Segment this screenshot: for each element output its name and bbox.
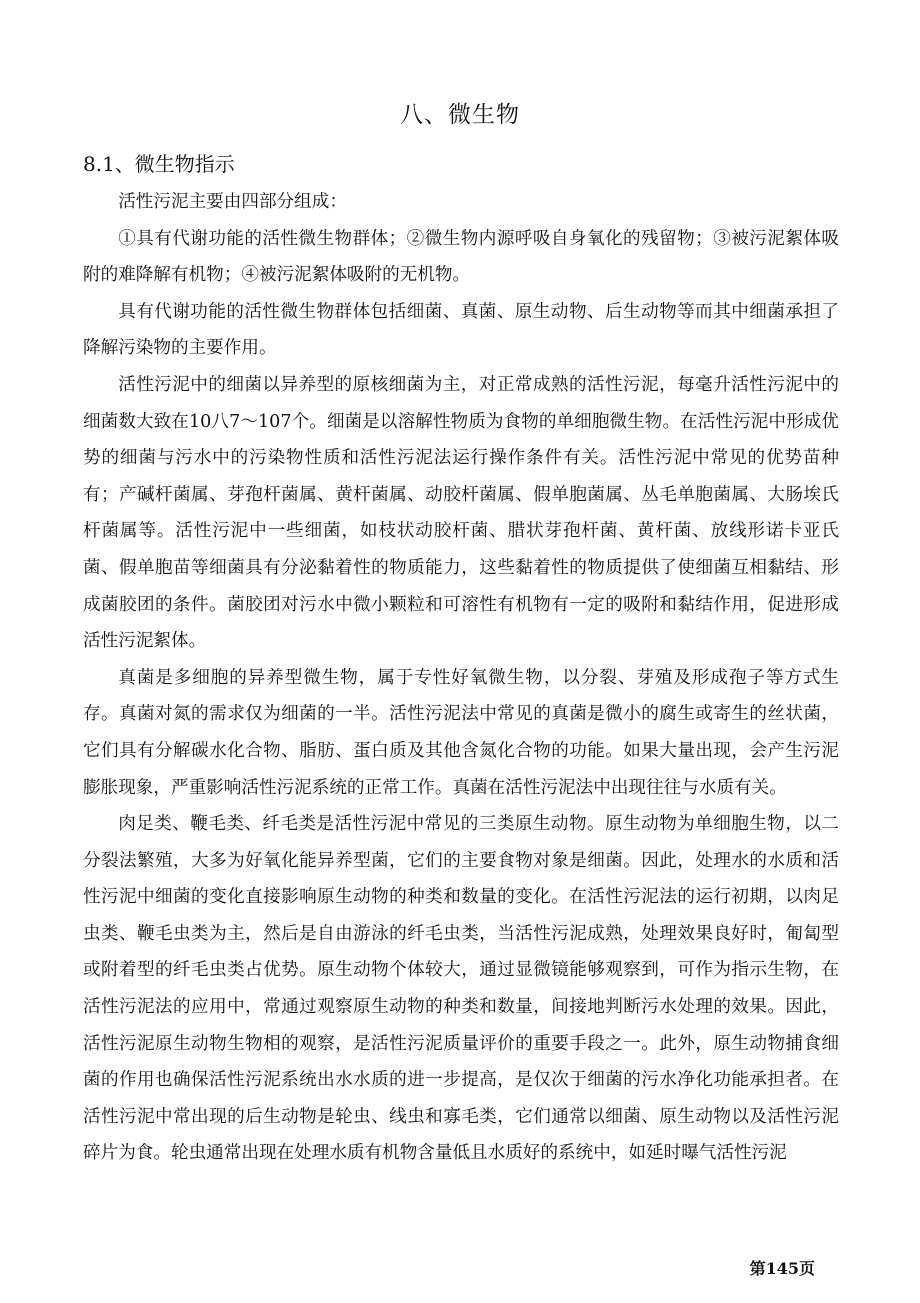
section-heading: 8.1、微生物指示 (83, 152, 235, 176)
page-number: 第145页 (749, 1259, 815, 1278)
body-text (83, 184, 839, 1172)
paragraph-fungi: 真菌是多细胞的异养型微生物，属于专性好氧微生物，以分裂、芽殖及形成孢子等方式生存。真菌对氮的需求仅为细菌的一半。活性污泥法中常见的真菌是微小的腐生或寄生的丝状菌，它们具有分解碳水化合物、脂肪、蛋白质及其他含氮化合物的功能。如果大量出现，会产生污泥膨胀现象，严重影响活性污泥系统的正常工作。真菌在活性污泥法中出现往往与水质有关。 (83, 667, 839, 798)
chapter-title: 八、微生物 (400, 102, 520, 128)
paragraph-bacteria: 活性污泥中的细菌以异养型的原核细菌为主，对正常成熟的活性污泥，每毫升活性污泥中的细菌数大致在10八7～107个。细菌是以溶解性物质为食物的单细胞微生物。在活性污泥中形成优势的细菌与污水中的污染物性质和活性污泥法运行操作条件有关。活性污泥中常见的优势苗种有；产碱杆菌属、芽孢杆菌属、黄杆菌属、动胶杆菌属、假单胞菌属、丛毛单胞菌属、大肠埃氏杆菌属等。活性污泥中一些细菌，如枝状动胶杆菌、腊状芽孢杆菌、黄杆菌、放线形诺卡亚氏菌、假单胞苗等细菌具有分泌黏着性的物质能力，这些黏着性的物质提供了使细菌互相黏结、形成菌胶团的条件。菌胶团对污水中微小颗粒和可溶性有机物有一定的吸附和黏结作用，促进形成活性污泥絮体。 (83, 374, 839, 652)
paragraph-microbial-groups: 具有代谢功能的活性微生物群体包括细菌、真菌、原生动物、后生动物等而其中细菌承担了降解污染物的主要作用。 (83, 301, 839, 359)
paragraph-protozoa: 肉足类、鞭毛类、纤毛类是活性污泥中常见的三类原生动物。原生动物为单细胞生物，以二分裂法繁殖，大多为好氧化能异养型菌，它们的主要食物对象是细菌。因此，处理水的水质和活性污泥中细菌的变化直接影响原生动物的种类和数量的变化。在活性污泥法的运行初期，以肉足虫类、鞭毛虫类为主，然后是自由游泳的纤毛虫类，当活性污泥成熟，处理效果良好时，匍匐型或附着型的纤毛虫类占优势。原生动物个体较大，通过显微镜能够观察到，可作为指示生物，在活性污泥法的应用中，常通过观察原生动物的种类和数量，间接地判断污水处理的效果。因此，活性污泥原生动物生物相的观察，是活性污泥质量评价的重要手段之一。此外，原生动物捕食细菌的作用也确保活性污泥系统出水水质的进一步提高，是仅次于细菌的污水净化功能承担者。在活性污泥中常出现的后生动物是轮虫、线虫和寡毛类，它们通常以细菌、原生动物以及活性污泥碎片为食。轮虫通常出现在处理水质有机物含量低且水质好的系统中，如延时曝气活性污泥 (83, 814, 839, 1164)
paragraph-intro: 活性污泥主要由四部分组成： (118, 192, 347, 212)
paragraph-components: ①具有代谢功能的活性微生物群体；②微生物内源呼吸自身氧化的残留物；③被污泥絮体吸附的难降解有机物；④被污泥絮体吸附的无机物。 (83, 228, 839, 286)
